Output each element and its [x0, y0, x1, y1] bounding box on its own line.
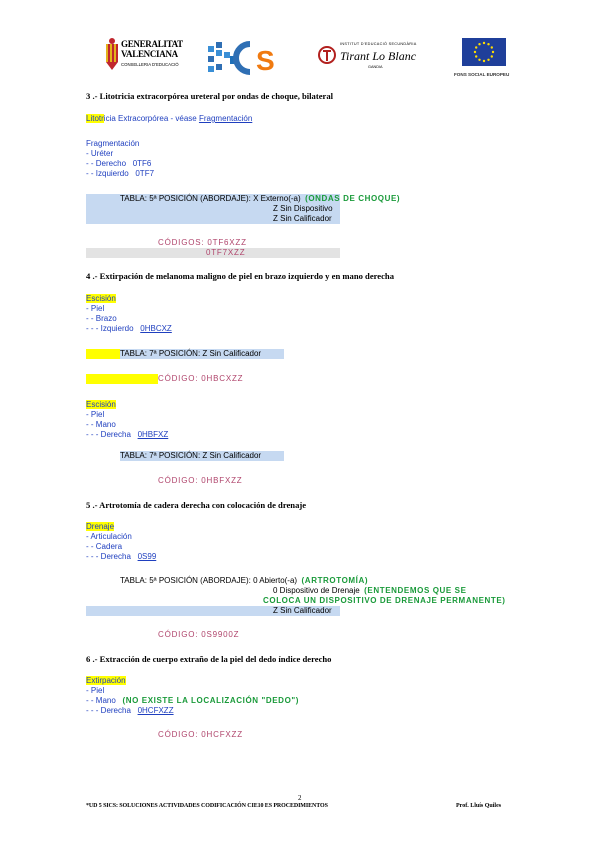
heading-ex3: 3 .- Litotricia extracorpórea ureteral por ondas de choque, bilateral [86, 91, 334, 101]
highlight-block [86, 374, 158, 384]
tree-item [86, 324, 172, 334]
page-number: 2 [298, 794, 302, 802]
table-note: (ARTROTOMÍA) [301, 576, 369, 585]
term-highlight: Escisión [86, 400, 116, 409]
table-title-text: TABLA: 5ª POSICIÓN (ABORDAJE): 0 Abierto(-a) [120, 576, 298, 585]
tree-item [86, 159, 151, 169]
generalitat-name-1: GENERALITAT [121, 39, 183, 49]
table-note-cont: COLOCA UN DISPOSITIVO DE DRENAJE PERMANENTE) [263, 596, 506, 605]
term-ex3: Fragmentación [86, 139, 140, 148]
code-ex6: CÓDIGO: 0HCFXZZ [158, 730, 243, 739]
footer-left: *UD 5 SICS: SOLUCIONES ACTIVIDADES CODIFICACIÓN CIE10 ES PROCEDIMIENTOS [86, 803, 328, 809]
tree-item: - - Mano [86, 420, 116, 429]
ies-logo [318, 40, 428, 78]
tree-label: - - Mano [86, 696, 116, 705]
term-highlight: Drenaje [86, 522, 115, 531]
footer-right: Prof. Lluís Quiles [456, 803, 502, 809]
tree-code: 0TF7 [135, 169, 155, 178]
code-ex4b: CÓDIGO: 0HBFXZZ [158, 476, 243, 485]
table-row: Z Sin Calificador [273, 214, 332, 223]
tree-item: - Uréter [86, 149, 114, 158]
index-link-fragmentacion[interactable]: Fragmentación [198, 114, 253, 123]
tree-item [86, 430, 168, 440]
generalitat-name-2: VALENCIANA [121, 49, 178, 59]
tree-item [86, 169, 154, 179]
table-title-ex4a: TABLA: 7ª POSICIÓN: Z Sin Calificador [120, 349, 262, 358]
heading-ex5: 5 .- Artrotomía de cadera derecha con colocación de drenaje [86, 500, 307, 510]
term-ex5 [86, 522, 114, 532]
code-link[interactable]: 0HCFXZZ [137, 706, 174, 715]
index-text: icia Extracorpórea - véase [103, 114, 199, 123]
tree-item: - Articulación [86, 532, 132, 541]
table-row-text: 0 Dispositivo de Drenaje [273, 586, 360, 595]
code-link[interactable]: 0HBCXZ [140, 324, 172, 333]
code-ex4a: CÓDIGO: 0HBCXZZ [158, 374, 244, 383]
table-title-ex5 [120, 576, 368, 586]
code-ex5: CÓDIGO: 0S9900Z [158, 630, 240, 639]
tree-label: - - Izquierdo [86, 169, 129, 178]
table-title-ex3 [120, 194, 400, 204]
table-title-ex4b: TABLA: 7ª POSICIÓN: Z Sin Calificador [120, 451, 262, 460]
tree-item [86, 552, 156, 562]
fse-label: FONS SOCIAL EUROPEU [454, 72, 510, 77]
table-row: Z Sin Dispositivo [273, 204, 333, 213]
tree-item [86, 706, 174, 716]
svg-text:S: S [256, 45, 275, 76]
heading-ex4: 4 .- Extirpación de melanoma maligno de piel en brazo izquierdo y en mano derecha [86, 271, 395, 281]
tree-item: - Piel [86, 686, 105, 695]
table-row [273, 586, 467, 596]
tree-label: - - - Derecha [86, 552, 131, 561]
code-link[interactable]: 0S99 [137, 552, 157, 561]
term-ex6 [86, 676, 126, 686]
ies-sub: GANDIA [368, 65, 383, 69]
generalitat-logo [104, 36, 183, 82]
coat-of-arms-icon [104, 38, 120, 74]
heading-ex6: 6 .- Extracción de cuerpo extraño de la piel del dedo índice derecho [86, 654, 332, 664]
tree-label: - - - Derecha [86, 430, 131, 439]
tree-label: - - - Izquierdo [86, 324, 134, 333]
codes-ex3: CÓDIGOS: 0TF6XZZ [158, 238, 247, 247]
tree-code: 0TF6 [132, 159, 152, 168]
tree-label: - - - Derecha [86, 706, 131, 715]
ies-emblem-icon [318, 44, 336, 66]
tree-note: (NO EXISTE LA LOCALIZACIÓN "DEDO") [122, 696, 300, 705]
ies-name: Tirant Lo Blanc [340, 49, 417, 63]
table-title-text: TABLA: 5ª POSICIÓN (ABORDAJE): X Externo(-a) [120, 194, 301, 203]
term-highlight: Extirpación [86, 676, 126, 685]
term-ex4a [86, 294, 116, 304]
index-entry-ex3 [86, 114, 252, 124]
generalitat-sub: CONSELLERIA D'EDUCACIÓ [121, 62, 179, 67]
ies-top: INSTITUT D'EDUCACIÓ SECUNDÀRIA [340, 42, 417, 46]
code-link[interactable]: 0HBFXZ [137, 430, 169, 439]
tree-label: - - Derecho [86, 159, 127, 168]
fse-logo [450, 38, 520, 82]
highlight-block [86, 349, 120, 359]
term-ex4b [86, 400, 116, 410]
cs-logo-icon [204, 38, 288, 78]
tree-item: - Piel [86, 304, 105, 313]
table-note: (ONDAS DE CHOQUE) [305, 194, 401, 203]
header-logos [0, 32, 599, 82]
eu-flag-icon [462, 38, 506, 66]
table-row: Z Sin Calificador [273, 606, 332, 615]
table-note: (ENTENDEMOS QUE SE [364, 586, 467, 595]
tree-item [86, 696, 299, 706]
index-highlight: Litotr [86, 114, 104, 123]
term-highlight: Escisión [86, 294, 116, 303]
tree-item: - Piel [86, 410, 105, 419]
tree-item: - - Brazo [86, 314, 117, 323]
cs-logo [204, 38, 288, 78]
tree-item: - - Cadera [86, 542, 123, 551]
codes-ex3-2: 0TF7XZZ [206, 248, 246, 257]
